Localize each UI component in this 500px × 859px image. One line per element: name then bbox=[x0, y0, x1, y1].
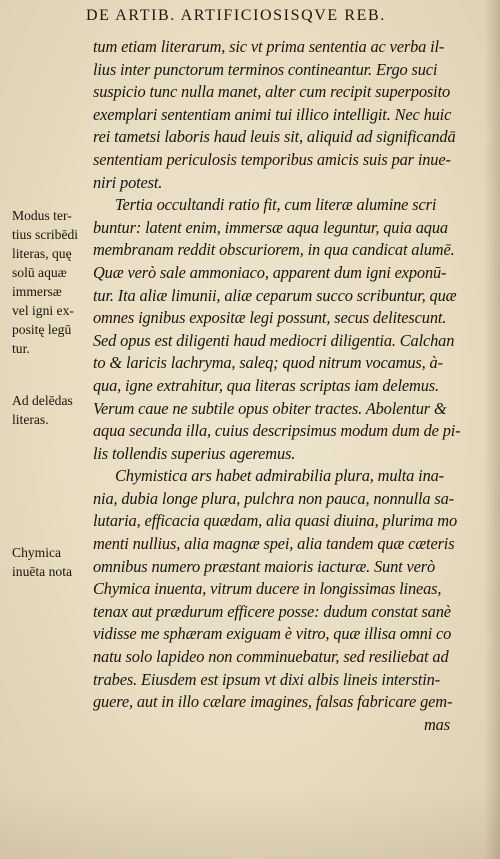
margin-note-line: immersæ bbox=[12, 284, 62, 299]
text-line: Verum caue ne subtile opus obiter tractes. Abolentur & bbox=[93, 398, 447, 418]
margin-note-line: vel igni ex- bbox=[12, 303, 74, 318]
text-line: rei tametsi laboris haud leuis sit, aliquid ad significandā bbox=[93, 127, 456, 147]
text-line: natu solo lapideo non comminuebatur, sed resiliebat ad bbox=[93, 647, 449, 667]
margin-note-line: literas, quę bbox=[12, 246, 72, 261]
text-line: lius inter punctorum terminos contineantur. Ergo suci bbox=[93, 59, 438, 79]
text-line: aqua secunda illa, cuius descripsimus modum dum de pi- bbox=[93, 421, 461, 441]
margin-note-chymica bbox=[12, 543, 92, 581]
text-line: Chymistica ars habet admirabilia plura, multa ina- bbox=[115, 466, 444, 486]
text-line: vidisse me sphæram exiguam è vitro, quæ illisa omni co bbox=[93, 624, 452, 644]
text-line: Sed opus est diligenti haud mediocri diligentia. Calchan bbox=[93, 330, 455, 350]
text-line: guere, aut in illo cælare imagines, falsas fabricare gem- bbox=[93, 692, 453, 712]
page-bottom-shading bbox=[0, 789, 500, 859]
margin-note-line: literas. bbox=[12, 412, 49, 427]
text-line: suspicio tunc nulla manet, alter cum recipit superposito bbox=[93, 82, 451, 102]
text-line: Tertia occultandi ratio fit, cum literæ alumine scri bbox=[115, 195, 437, 215]
text-line: tur. Ita aliæ limunii, aliæ ceparum succo scribuntur, quæ bbox=[93, 285, 457, 305]
text-line: membranam reddit obscuriorem, in qua candicat alumē. bbox=[93, 240, 455, 260]
body-text bbox=[93, 36, 468, 736]
page-edge-shadow bbox=[484, 0, 500, 859]
text-line: tum etiam literarum, sic vt prima sententia ac verba il- bbox=[93, 37, 445, 56]
margin-note-writing-method bbox=[12, 206, 92, 358]
text-line: buntur: latent enim, immersæ aqua leguntur, quia aqua bbox=[93, 217, 448, 237]
text-line: niri potest. bbox=[93, 172, 163, 192]
margin-note-line: tur. bbox=[12, 341, 30, 356]
running-head: DE ARTIB. ARTIFICIOSISQVE REB. bbox=[86, 7, 386, 24]
margin-note-line: Modus ter- bbox=[12, 208, 72, 223]
margin-note-erasing bbox=[12, 391, 92, 429]
text-line: Chymica inuenta, vitrum ducere in longissimas lineas, bbox=[93, 579, 442, 599]
margin-note-line: inuēta nota bbox=[12, 564, 73, 579]
margin-note-line: solū aquæ bbox=[12, 265, 67, 280]
text-line: qua, igne extrahitur, qua literas scriptas iam delemus. bbox=[93, 375, 439, 395]
text-line: lutaria, efficacia quædam, alia quasi diuina, plurima mo bbox=[93, 511, 458, 531]
margin-note-line: Chymica bbox=[12, 545, 62, 560]
text-line: lis tollendis superius ageremus. bbox=[93, 443, 296, 463]
margin-note-line: positę legū bbox=[12, 322, 72, 337]
text-line: nia, dubia longe plura, pulchra non pauca, nonnulla sa- bbox=[93, 488, 454, 508]
text-line: menti nullius, alia magnæ spei, alia tandem quæ cæteris bbox=[93, 534, 455, 554]
text-line: omnes ignibus expositæ legi possunt, secus delitescunt. bbox=[93, 308, 447, 328]
text-line: tenax aut prædurum efficere posse: dudum constat sanè bbox=[93, 601, 451, 621]
margin-note-line: Ad delēdas bbox=[12, 393, 73, 408]
text-line: omnibus numero præstant maioris iacturæ. Sunt verò bbox=[93, 556, 436, 576]
text-line: trabes. Eiusdem est ipsum vt dixi albis lineis interstin- bbox=[93, 669, 441, 689]
text-line: sententiam periculosis temporibus amicis suis par inue- bbox=[93, 149, 451, 169]
text-line: Quæ verò sale ammoniaco, apparent dum igni exponū- bbox=[93, 262, 447, 282]
catchword: mas bbox=[424, 714, 450, 734]
text-line: to & laricis lachryma, saleq; quod nitrum vocamus, à- bbox=[93, 353, 443, 373]
text-line: exemplari sententiam animi tui illico intelligit. Nec huic bbox=[93, 104, 452, 124]
margin-note-line: tius scribēdi bbox=[12, 227, 79, 242]
